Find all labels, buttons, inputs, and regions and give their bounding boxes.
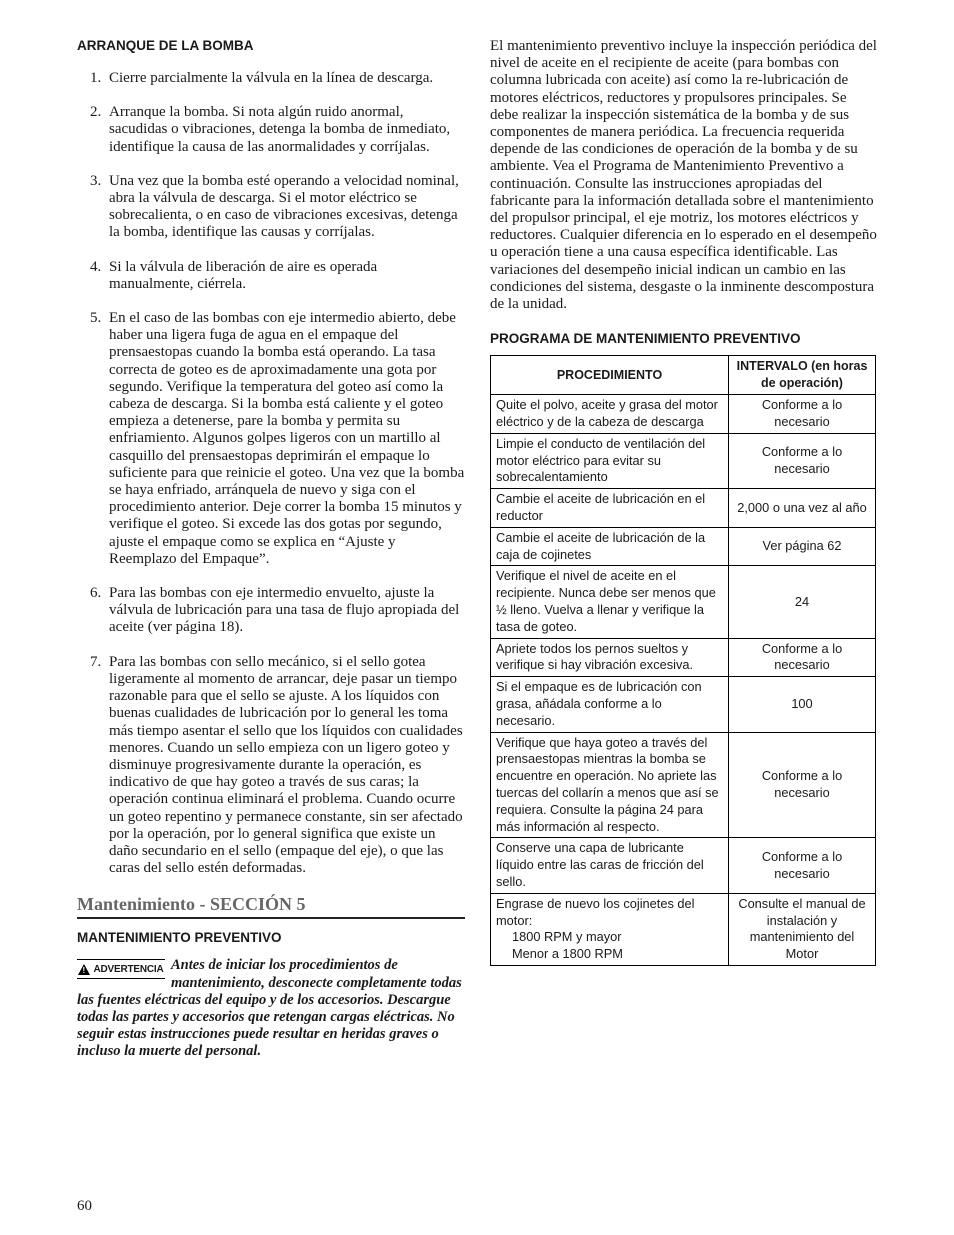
interval-cell: Conforme a lo necesario bbox=[729, 433, 876, 488]
intro-paragraph: El mantenimiento preventivo incluye la inspección periódica del nivel de aceite en el recipiente de aceite (para bombas con columna lubricada con aceite) así como la re-lubricación de motores eléctricos, reductores y propulsores principales. Se debe realizar la inspección sistemática de la bomba y de sus componentes de manera periódica. La frecuencia requerida depende de las condiciones de operación de la bomba y de su ambiente. Vea el Programa de Mantenimiento Preventivo a continuación. Consulte las instrucciones apropiadas del fabricante para la información detallada sobre el mantenimiento del propulsor principal, el eje motriz, los motores eléctricos y reductores. Cualquier diferencia en lo esperado en el desempeño u operación tiene a una causa específica identificable. Las variaciones del desempeño inicial indican un cambio en las condiciones del sistema, desgaste o la inminente descompostura de la unidad. bbox=[490, 38, 877, 313]
table-row bbox=[491, 638, 876, 677]
step-text: En el caso de las bombas con eje intermedio abierto, debe haber una ligera fuga de agua en el empaque del prensaestopas cuando la bomba está operando. La tasa correcta de goteo es de aproximadamente una gota por segundo. Verifique la temperatura del goteo así como la cabeza de descarga. Si la bomba está caliente y el goteo empieza a detenerse, pare la bomba y permita su enfriamiento. Algunos golpes ligeros con un martillo al casquillo del prensaestopas deprimirán el empaque lo suficiente para que reinicie el goteo. Una vez que la bomba se haya enfriado, arránquela de nuevo y siga con el procedimiento anterior. Deje correr la bomba 15 minutos y verifique el goteo. Si excede las dos gotas por segundo, ajuste el empaque como se explica en “Ajuste y Reemplazo del Empaque”. bbox=[109, 310, 465, 567]
procedure-text: Engrase de nuevo los cojinetes del motor: bbox=[496, 895, 695, 928]
warning-block bbox=[77, 957, 465, 1060]
procedure-cell: Limpie el conducto de ventilación del motor eléctrico para evitar su sobrecalentamiento bbox=[491, 433, 729, 488]
table-row bbox=[491, 732, 876, 838]
interval-cell: 24 bbox=[729, 566, 876, 638]
list-item bbox=[77, 310, 465, 568]
procedure-cell: Si el empaque es de lubricación con grasa, añádala conforme a lo necesario. bbox=[491, 677, 729, 732]
warning-badge bbox=[77, 959, 165, 979]
step-text: Cierre parcialmente la válvula en la línea de descarga. bbox=[109, 70, 434, 86]
maintenance-heading: MANTENIMIENTO PREVENTIVO bbox=[77, 930, 282, 946]
step-text: Una vez que la bomba esté operando a velocidad nominal, abra la válvula de descarga. Si el motor eléctrico se sobrecalienta, o en caso de vibraciones excesivas, detenga la bomba, identifique las causas y corríjalas. bbox=[109, 172, 459, 241]
step-number: 6. bbox=[90, 585, 102, 602]
table-row bbox=[491, 838, 876, 893]
table-row bbox=[491, 433, 876, 488]
header-interval: INTERVALO (en horas de operación) bbox=[729, 356, 876, 395]
list-item bbox=[77, 259, 465, 293]
maintenance-table bbox=[490, 355, 876, 966]
header-procedure: PROCEDIMIENTO bbox=[491, 356, 729, 395]
interval-cell: Consulte el manual de instalación y mantenimiento del Motor bbox=[729, 893, 876, 965]
page-number: 60 bbox=[77, 1198, 92, 1214]
step-text: Para las bombas con sello mecánico, si el sello gotea ligeramente al momento de arrancar, deje pasar un tiempo razonable para que el sello se ajuste. A los líquidos con buenas cualidades de lubricación por lo general les toma más tiempo asentar el sello que los líquidos con cualidades menores. Cuando un sello empieza con un ligero goteo y disminuye progresivamente durante la operación, es indicativo de que hay goteo a través de sus caras; la operación continua eliminará el problema. Cuando ocurre un goteo repentino y permanece constante, sin ser afectado por la operación, por lo general significa que existe un daño secundario en el sello (empaque del eje), o que las caras del sello estén deformadas. bbox=[109, 653, 463, 877]
list-item bbox=[77, 654, 465, 878]
list-item bbox=[77, 173, 465, 242]
step-number: 7. bbox=[90, 653, 102, 670]
table-row bbox=[491, 395, 876, 434]
warning-badge-label: ADVERTENCIA bbox=[93, 963, 164, 975]
table-row bbox=[491, 527, 876, 566]
table-body bbox=[491, 395, 876, 966]
step-text: Si la válvula de liberación de aire es operada manualmente, ciérrela. bbox=[109, 258, 378, 292]
warning-text: Antes de iniciar los procedimientos de mantenimiento, desconecte completamente todas las fuentes eléctricas del equipo y de los accesorios. Descargue todas las partes y accesorios que retengan cargas eléctricas. No seguir estas instrucciones puede resultar en heridas graves o incluso la muerte del personal. bbox=[77, 957, 462, 1060]
procedure-cell: Apriete todos los pernos sueltos y verifique si hay vibración excesiva. bbox=[491, 638, 729, 677]
left-column bbox=[77, 38, 465, 1061]
table-header-row bbox=[491, 356, 876, 395]
program-heading: PROGRAMA DE MANTENIMIENTO PREVENTIVO bbox=[490, 331, 801, 347]
procedure-cell: Conserve una capa de lubricante líquido entre las caras de fricción del sello. bbox=[491, 838, 729, 893]
procedure-cell bbox=[491, 893, 729, 965]
procedure-sub-item: 1800 RPM y mayor bbox=[512, 929, 622, 945]
step-number: 2. bbox=[90, 104, 102, 121]
interval-cell: Conforme a lo necesario bbox=[729, 638, 876, 677]
startup-steps bbox=[77, 70, 465, 877]
procedure-cell: Cambie el aceite de lubricación en el reductor bbox=[491, 489, 729, 528]
warning-icon: ! bbox=[78, 964, 90, 975]
section-title: Mantenimiento - SECCIÓN 5 bbox=[77, 894, 465, 919]
step-number: 4. bbox=[90, 258, 102, 275]
table-row bbox=[491, 489, 876, 528]
step-number: 1. bbox=[90, 70, 102, 86]
step-text: Arranque la bomba. Si nota algún ruido anormal, sacudidas o vibraciones, detenga la bomba de inmediato, identifique la causa de las anormalidades y corríjalas. bbox=[109, 104, 451, 155]
startup-heading: ARRANQUE DE LA BOMBA bbox=[77, 38, 254, 53]
procedure-cell: Verifique el nivel de aceite en el recipiente. Nunca debe ser menos que ½ lleno. Vuelva a llenar y verifique la tasa de goteo. bbox=[491, 566, 729, 638]
table-row bbox=[491, 893, 876, 965]
table-row bbox=[491, 677, 876, 732]
step-text: Para las bombas con eje intermedio envuelto, ajuste la válvula de lubricación para una tasa de flujo apropiada del aceite (ver página 18). bbox=[109, 585, 460, 636]
procedure-cell: Cambie el aceite de lubricación de la caja de cojinetes bbox=[491, 527, 729, 566]
interval-cell: Conforme a lo necesario bbox=[729, 838, 876, 893]
interval-cell: Conforme a lo necesario bbox=[729, 395, 876, 434]
step-number: 3. bbox=[90, 172, 102, 189]
interval-cell: Conforme a lo necesario bbox=[729, 732, 876, 838]
list-item bbox=[77, 104, 465, 156]
table-row bbox=[491, 566, 876, 638]
procedure-sub-item: Menor a 1800 RPM bbox=[512, 946, 623, 962]
interval-cell: 2,000 o una vez al año bbox=[729, 489, 876, 528]
step-number: 5. bbox=[90, 310, 102, 327]
interval-cell: Ver página 62 bbox=[729, 527, 876, 566]
list-item bbox=[77, 70, 465, 87]
interval-cell: 100 bbox=[729, 677, 876, 732]
list-item bbox=[77, 585, 465, 637]
procedure-cell: Quite el polvo, aceite y grasa del motor eléctrico y de la cabeza de descarga bbox=[491, 395, 729, 434]
right-column bbox=[490, 38, 878, 966]
procedure-cell: Verifique que haya goteo a través del prensaestopas mientras la bomba se encuentre en operación. No apriete las tuercas del collarín a menos que así se requiera. Consulte la página 24 para más información al respecto. bbox=[491, 732, 729, 838]
